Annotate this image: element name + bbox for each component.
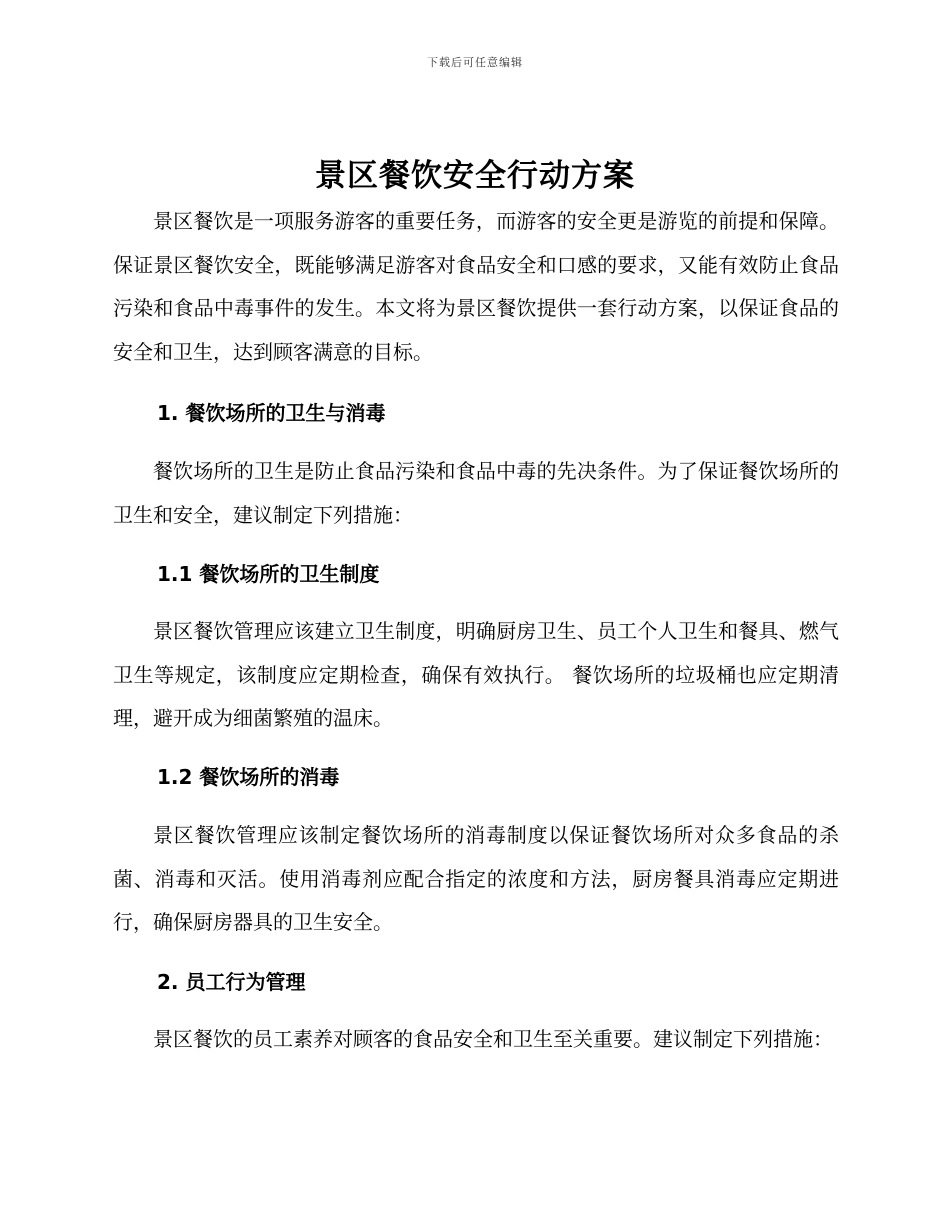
section-heading-1: 1. 餐饮场所的卫生与消毒	[157, 401, 386, 425]
section-1-2	[113, 756, 839, 800]
section-heading-1-1: 1.1 餐饮场所的卫生制度	[157, 562, 380, 586]
page-title: 景区餐饮安全行动方案	[315, 158, 635, 194]
section-heading-1-2: 1.2 餐饮场所的消毒	[157, 765, 340, 789]
section-1	[113, 392, 839, 436]
section-2	[113, 961, 839, 1005]
section-paragraph-1-2: 景区餐饮管理应该制定餐饮场所的消毒制度以保证餐饮场所对众多食品的杀菌、消毒和灭活。使用消毒剂应配合指定的浓度和方法，厨房餐具消毒应定期进行，确保厨房器具的卫生安全。	[113, 823, 839, 934]
section-1-body	[113, 450, 839, 537]
header-note: 下载后可任意编辑	[427, 56, 523, 69]
section-2-body	[113, 1018, 839, 1062]
section-1-2-body	[113, 814, 839, 945]
section-paragraph-1: 餐饮场所的卫生是防止食品污染和食品中毒的先决条件。为了保证餐饮场所的卫生和安全，建议制定下列措施：	[113, 459, 839, 527]
section-paragraph-1-1: 景区餐饮管理应该建立卫生制度，明确厨房卫生、员工个人卫生和餐具、燃气卫生等规定，该制度应定期检查，确保有效执行。 餐饮场所的垃圾桶也应定期清理，避开成为细菌繁殖的温床。	[113, 619, 839, 730]
section-1-1-body	[113, 610, 839, 741]
section-heading-2: 2. 员工行为管理	[157, 970, 306, 994]
section-paragraph-2: 景区餐饮的员工素养对顾客的食品安全和卫生至关重要。建议制定下列措施：	[153, 1027, 833, 1051]
intro-paragraph: 景区餐饮是一项服务游客的重要任务，而游客的安全更是游览的前提和保障。保证景区餐饮安全，既能够满足游客对食品安全和口感的要求，又能有效防止食品污染和食品中毒事件的发生。本文将为景区餐饮提供一套行动方案，以保证食品的安全和卫生，达到顾客满意的目标。	[113, 209, 839, 364]
section-1-1	[113, 553, 839, 597]
intro-block	[113, 200, 839, 374]
